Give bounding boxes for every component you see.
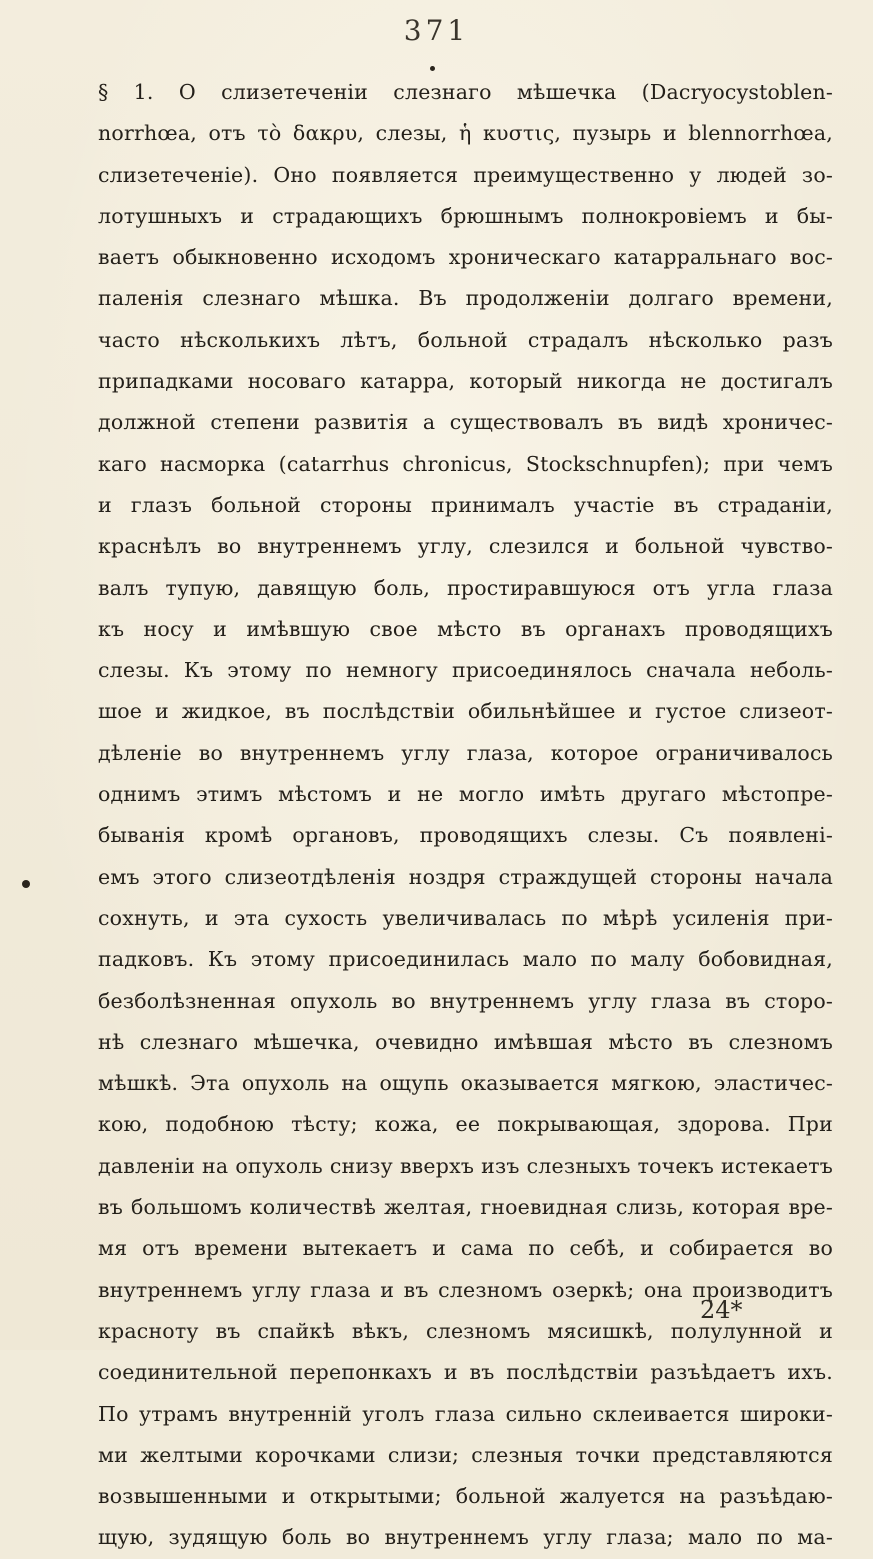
text-line-8: припадками носоваго катарра, который никогда не достигалъ: [98, 369, 833, 394]
text-line-24: нѣ слезнаго мѣшечка, очевидно имѣвшая мѣсто въ слезномъ: [98, 1029, 833, 1054]
text-line-17: дѣленіе во внутреннемъ углу глаза, которое ограничивалось: [98, 740, 833, 765]
text-line-14: къ носу и имѣвшую свое мѣсто въ органахъ проводящихъ: [98, 616, 833, 641]
text-line-5: ваетъ обыкновенно исходомъ хроническаго катарральнаго вос-: [98, 245, 833, 270]
text-line-6: паленія слезнаго мѣшка. Въ продолженіи долгаго времени,: [98, 286, 833, 311]
text-line-16: шое и жидкое, въ послѣдствіи обильнѣйшее и густое слизеот-: [98, 699, 833, 724]
text-line-20: емъ этого слизеотдѣленія ноздря страждущей стороны начала: [98, 864, 833, 889]
text-line-4: лотушныхъ и страдающихъ брюшнымъ полнокровіемъ и бы-: [98, 203, 833, 228]
text-line-26: кою, подобною тѣсту; кожа, ее покрывающая, здорова. При: [98, 1112, 833, 1137]
text-line-12: краснѣлъ во внутреннемъ углу, слезился и больной чувство-: [98, 534, 833, 559]
text-line-7: часто нѣсколькихъ лѣтъ, больной страдалъ нѣсколько разъ: [98, 327, 833, 352]
text-line-9: должной степени развитія а существовалъ въ видѣ хроничес-: [98, 410, 833, 435]
text-line-11: и глазъ больной стороны принималъ участіе въ страданіи,: [98, 492, 833, 517]
text-line-25: мѣшкѣ. Эта опухоль на ощупь оказывается мягкою, эластичес-: [98, 1071, 833, 1096]
text-line-33: По утрамъ внутренній уголъ глаза сильно склеивается широки-: [98, 1401, 833, 1426]
text-line-22: падковъ. Къ этому присоединилась мало по малу бобовидная,: [98, 947, 833, 972]
text-line-13: валъ тупую, давящую боль, простиравшуюся отъ угла глаза: [98, 575, 833, 600]
text-line-29: мя отъ времени вытекаетъ и сама по себѣ, и собирается во: [98, 1236, 833, 1261]
text-line-27: давленіи на опухоль снизу вверхъ изъ слезныхъ точекъ истекаетъ: [98, 1153, 833, 1178]
text-line-34: ми желтыми корочками слизи; слезныя точки представляются: [98, 1442, 833, 1467]
text-line-35: возвышенными и открытыми; больной жалуется на разъѣдаю-: [98, 1484, 833, 1509]
text-line-30: внутреннемъ углу глаза и въ слезномъ озеркѣ; она производитъ: [98, 1277, 833, 1302]
text-line-31: красноту въ спайкѣ вѣкъ, слезномъ мясишкѣ, полулунной и: [98, 1318, 833, 1343]
body-text: [98, 72, 833, 1559]
text-line-21: сохнуть, и эта сухость увеличивалась по мѣрѣ усиленія при-: [98, 905, 833, 930]
page-number: 371: [403, 14, 470, 47]
text-line-2: norrhœa, отъ τὸ δακρυ, слезы, ἡ κυστις, пузырь и blennorrhœa,: [98, 121, 833, 146]
text-line-23: безболѣзненная опухоль во внутреннемъ углу глаза въ сторо-: [98, 988, 833, 1013]
ink-speck: [22, 880, 30, 888]
ink-speck: [430, 66, 435, 71]
text-line-15: слезы. Къ этому по немногу присоединялось сначала неболь-: [98, 658, 833, 683]
text-line-3: слизетеченіе). Оно появляется преимущественно у людей зо-: [98, 162, 833, 187]
text-line-18: однимъ этимъ мѣстомъ и не могло имѣть другаго мѣстопре-: [98, 782, 833, 807]
text-line-1: § 1. О слизетеченіи слезнаго мѣшечка (Dacryocystoblen-: [98, 80, 833, 104]
signature-mark: 24*: [700, 1296, 743, 1324]
text-line-32: соединительной перепонкахъ и въ послѣдствіи разъѣдаетъ ихъ.: [98, 1360, 833, 1385]
text-line-36: щую, зудящую боль во внутреннемъ углу глаза; мало по ма-: [98, 1525, 833, 1550]
text-line-28: въ большомъ количествѣ желтая, гноевидная слизь, которая вре-: [98, 1195, 833, 1220]
text-line-19: быванія кромѣ органовъ, проводящихъ слезы. Съ появлені-: [98, 823, 833, 848]
text-line-10: каго насморка (catarrhus chronicus, Stockschnupfen); при чемъ: [98, 451, 833, 476]
